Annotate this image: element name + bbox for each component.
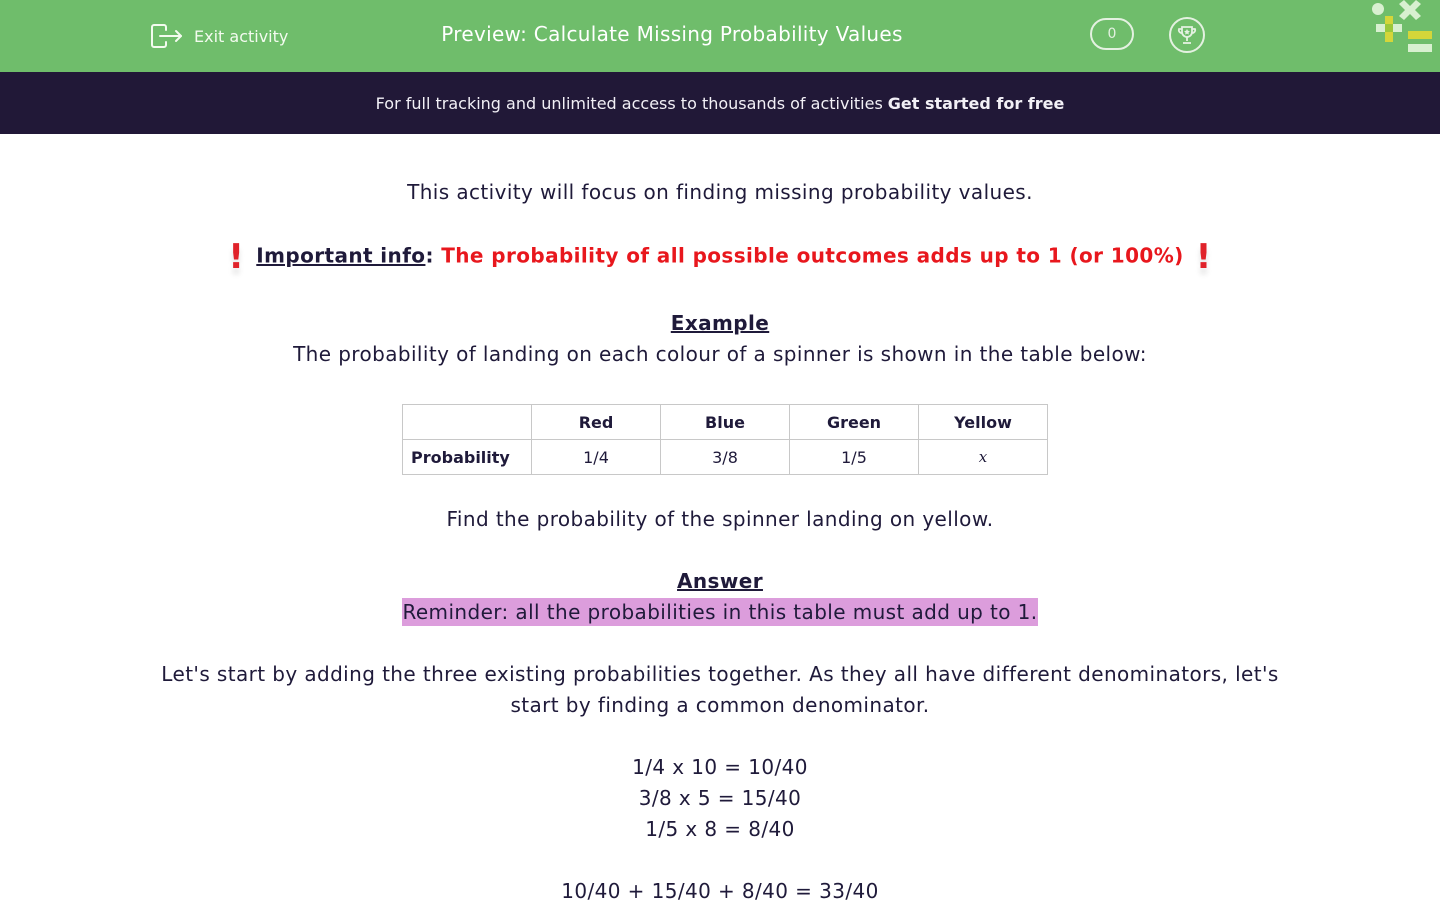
working-step: 1/5 x 8 = 8/40 bbox=[645, 817, 795, 841]
table-header-cell: Green bbox=[790, 405, 919, 440]
important-info-text: The probability of all possible outcomes adds up to 1 (or 100%) bbox=[441, 243, 1184, 268]
table-row bbox=[403, 440, 1048, 475]
reminder-highlight: Reminder: all the probabilities in this table must add up to 1. bbox=[402, 600, 1038, 624]
example-heading: Example bbox=[670, 311, 770, 335]
table-cell: 3/8 bbox=[661, 440, 790, 475]
probability-table bbox=[402, 404, 1048, 475]
table-header-cell: Blue bbox=[661, 405, 790, 440]
exclamation-icon: ! bbox=[228, 237, 245, 277]
important-info-label: Important info bbox=[256, 243, 426, 268]
score-badge: 0 bbox=[1090, 18, 1134, 50]
signup-banner bbox=[0, 72, 1440, 134]
table-header-cell bbox=[403, 405, 532, 440]
brand-logo bbox=[1366, 0, 1440, 60]
table-header-cell: Red bbox=[532, 405, 661, 440]
exit-activity-label: Exit activity bbox=[194, 26, 289, 46]
important-info-separator: : bbox=[425, 243, 434, 268]
answer-heading: Answer bbox=[677, 569, 763, 593]
explanation-line-2: start by finding a common denominator. bbox=[510, 693, 930, 717]
trophy-icon bbox=[1176, 24, 1198, 46]
top-bar bbox=[0, 0, 1440, 72]
working-step: 1/4 x 10 = 10/40 bbox=[632, 755, 808, 779]
explanation-line-1: Let's start by adding the three existing probabilities together. As they all have different denominators, let's bbox=[161, 662, 1279, 686]
table-cell: 1/4 bbox=[532, 440, 661, 475]
banner-text: For full tracking and unlimited access to thousands of activities bbox=[375, 93, 883, 113]
page-title: Preview: Calculate Missing Probability Values bbox=[441, 22, 903, 46]
intro-text: This activity will focus on finding missing probability values. bbox=[407, 180, 1033, 204]
table-cell: 1/5 bbox=[790, 440, 919, 475]
example-text: The probability of landing on each colour of a spinner is shown in the table below: bbox=[293, 342, 1147, 366]
table-header-cell: Yellow bbox=[919, 405, 1048, 440]
question-text: Find the probability of the spinner landing on yellow. bbox=[446, 507, 994, 531]
reminder-line bbox=[0, 600, 1440, 624]
trophy-button[interactable] bbox=[1169, 17, 1205, 53]
exclamation-icon: ! bbox=[1195, 237, 1212, 277]
important-info bbox=[0, 237, 1440, 277]
table-header-row bbox=[403, 405, 1048, 440]
table-row-label: Probability bbox=[403, 440, 532, 475]
working-step: 3/8 x 5 = 15/40 bbox=[638, 786, 802, 810]
sum-line: 10/40 + 15/40 + 8/40 = 33/40 bbox=[561, 879, 879, 903]
table-cell: x bbox=[919, 440, 1048, 475]
get-started-link[interactable]: Get started for free bbox=[887, 93, 1065, 113]
